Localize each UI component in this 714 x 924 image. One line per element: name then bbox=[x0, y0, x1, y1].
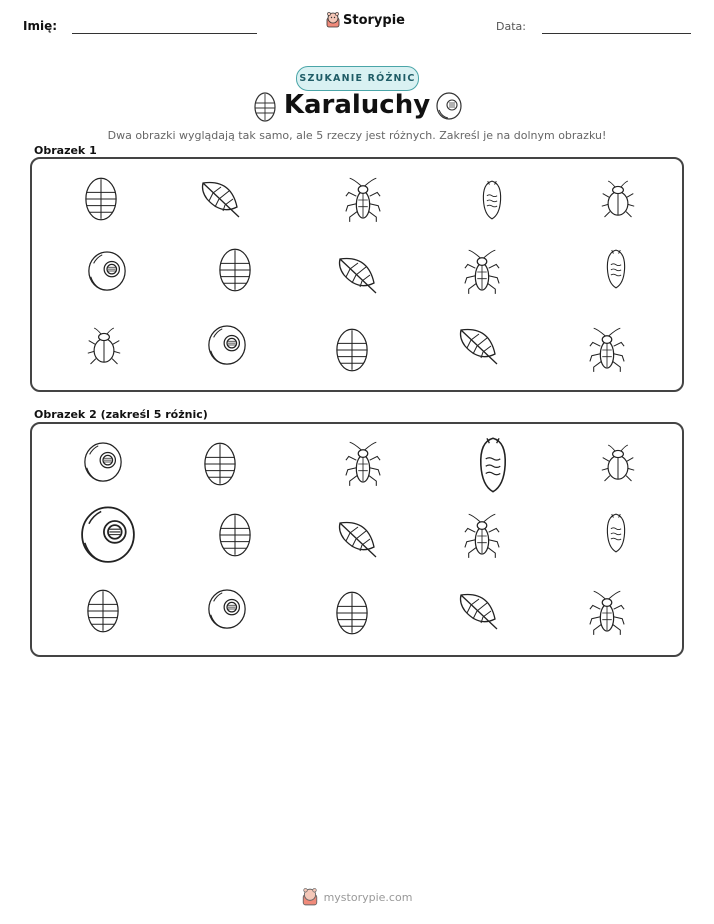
cockroach-icon[interactable] bbox=[344, 441, 382, 491]
picture1-label: Obrazek 1 bbox=[34, 144, 97, 157]
footer bbox=[0, 888, 714, 906]
ootheca-icon[interactable] bbox=[218, 512, 252, 562]
footer-url: mystorypie.com bbox=[323, 890, 413, 904]
cockroach-icon[interactable] bbox=[463, 513, 501, 563]
leaf-icon[interactable] bbox=[336, 516, 380, 566]
cockroach-icon[interactable] bbox=[588, 590, 626, 640]
bear-logo-icon bbox=[326, 12, 340, 28]
beetle-icon bbox=[600, 177, 636, 225]
name-input-line[interactable] bbox=[72, 33, 257, 34]
name-label: Imię: bbox=[23, 19, 58, 33]
instructions-text: Dwa obrazki wyglądają tak samo, ale 5 rzeczy jest różnych. Zakreśl je na dolnym obrazku! bbox=[107, 129, 607, 142]
ootheca-icon[interactable] bbox=[335, 590, 369, 640]
leaf-icon bbox=[457, 322, 501, 374]
cockroach-icon bbox=[463, 249, 501, 299]
larva-icon bbox=[604, 246, 628, 296]
brand-name: Storypie bbox=[343, 12, 405, 28]
leaf-icon bbox=[336, 252, 380, 302]
ootheca-icon[interactable] bbox=[86, 588, 120, 638]
activity-badge: SZUKANIE RÓŻNIC bbox=[296, 66, 419, 91]
worksheet-title: Karaluchy bbox=[283, 90, 431, 120]
brand-logo bbox=[326, 12, 405, 28]
larva-icon[interactable] bbox=[476, 431, 510, 503]
cockroach-icon bbox=[588, 327, 626, 377]
ootheca-icon bbox=[218, 247, 252, 297]
leaf-icon[interactable] bbox=[457, 587, 501, 639]
larva-icon[interactable] bbox=[604, 510, 628, 560]
spiral-egg-icon[interactable] bbox=[82, 441, 124, 489]
cockroach-icon bbox=[344, 177, 382, 227]
ootheca-icon bbox=[335, 327, 369, 377]
bear-logo-icon bbox=[302, 888, 318, 906]
leaf-icon bbox=[199, 177, 243, 225]
ootheca-icon[interactable] bbox=[203, 441, 237, 491]
larva-icon bbox=[480, 177, 504, 227]
spiral-egg-icon[interactable] bbox=[206, 587, 248, 637]
spiral-egg-icon bbox=[436, 92, 462, 120]
spiral-egg-icon[interactable] bbox=[78, 504, 138, 572]
spiral-egg-icon bbox=[206, 323, 248, 373]
date-label: Data: bbox=[496, 20, 526, 33]
picture2-label: Obrazek 2 (zakreśl 5 różnic) bbox=[34, 408, 208, 421]
beetle-icon[interactable] bbox=[600, 441, 636, 489]
date-input-line[interactable] bbox=[542, 33, 691, 34]
ootheca-icon bbox=[84, 176, 118, 226]
spiral-egg-icon bbox=[86, 250, 128, 298]
beetle-icon bbox=[86, 324, 122, 372]
